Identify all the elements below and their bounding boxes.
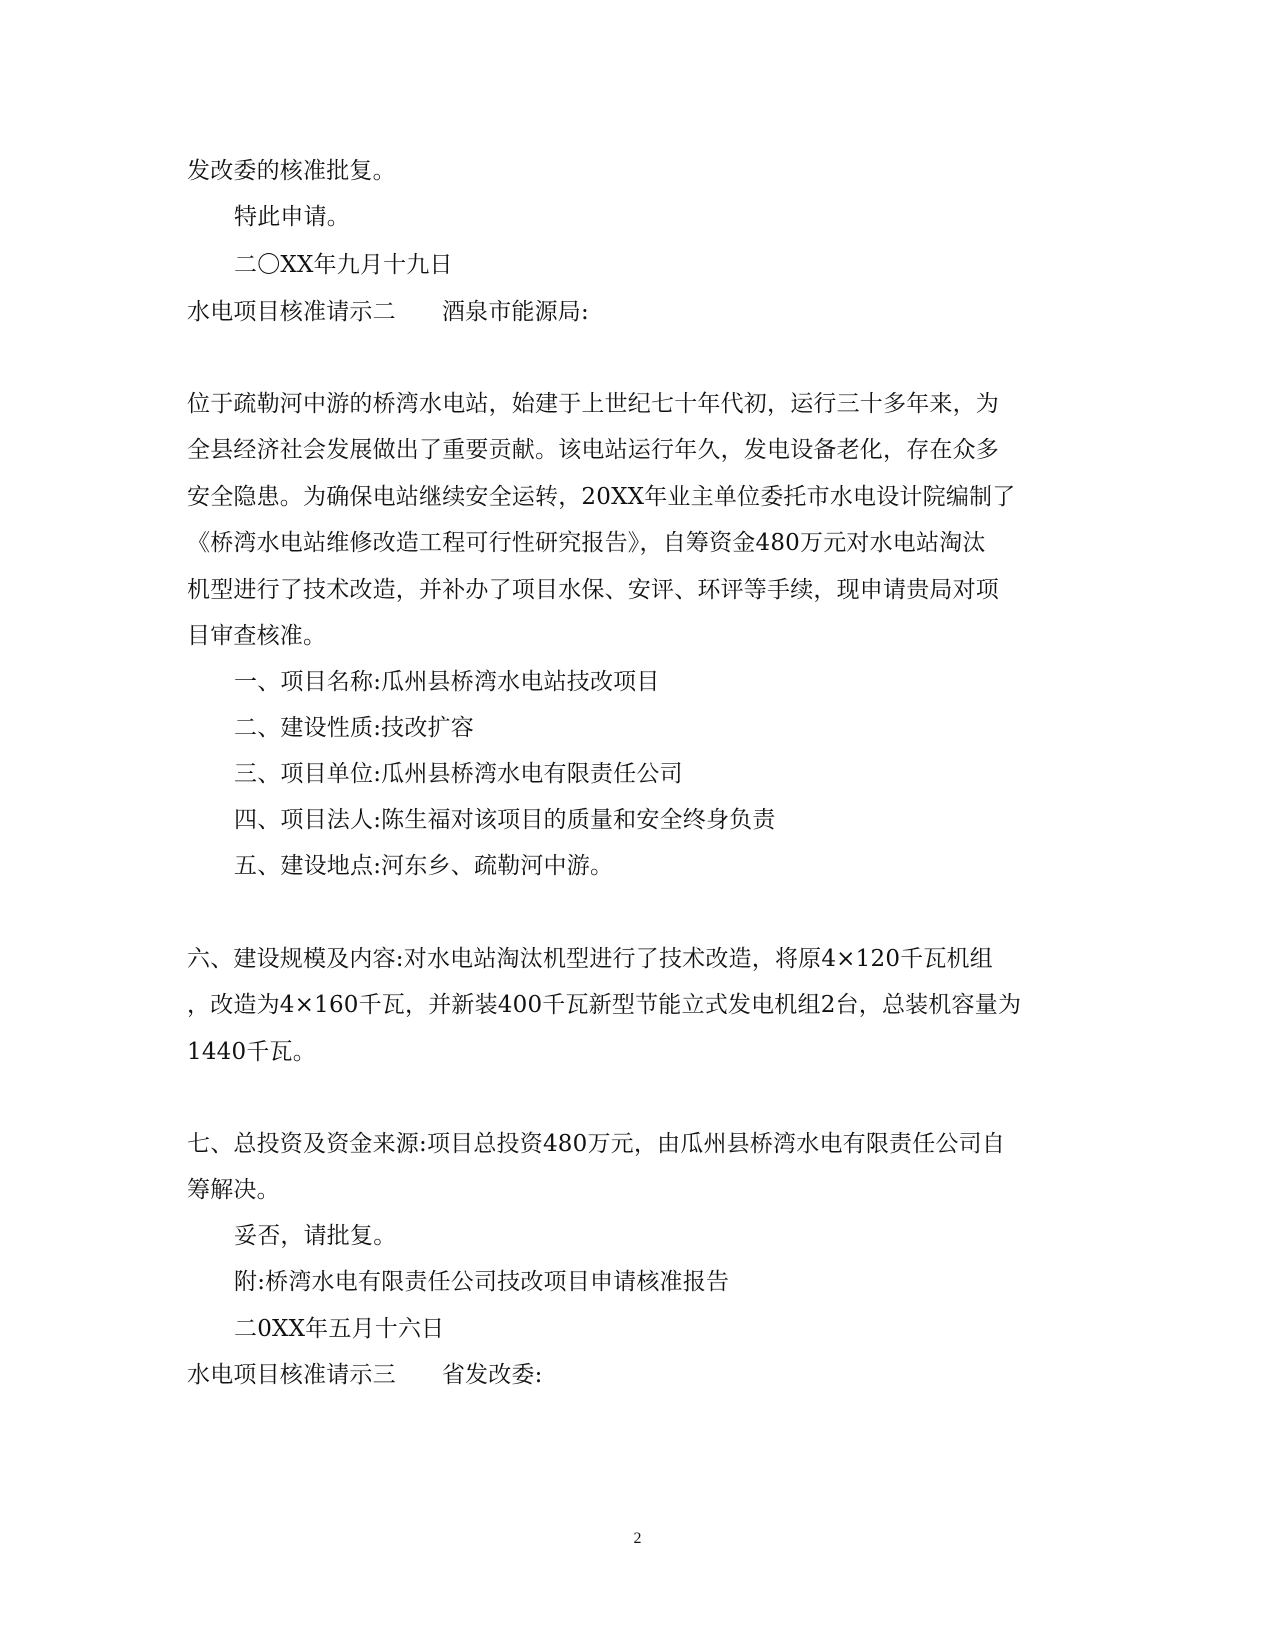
paragraph-line: 全县经济社会发展做出了重要贡献。该电站运行年久，发电设备老化，存在众多 bbox=[187, 437, 999, 463]
paragraph-line: 机型进行了技术改造，并补办了项目水保、安评、环评等手续，现申请贵局对项 bbox=[187, 577, 999, 603]
section-title: 水电项目核准请示三 bbox=[187, 1362, 396, 1388]
list-item: 二、建设性质:技改扩容 bbox=[234, 715, 474, 741]
list-item: 四、项目法人:陈生福对该项目的质量和安全终身负责 bbox=[234, 807, 776, 833]
list-item: 一、项目名称:瓜州县桥湾水电站技改项目 bbox=[234, 669, 660, 695]
list-item: 五、建设地点:河东乡、疏勒河中游。 bbox=[234, 853, 614, 879]
heading-line bbox=[187, 1361, 543, 1389]
addressee: 酒泉市能源局: bbox=[441, 299, 589, 325]
paragraph-line: ，改造为4×160千瓦，并新装400千瓦新型节能立式发电机组2台，总装机容量为 bbox=[187, 992, 1022, 1018]
date-line: 二0XX年五月十六日 bbox=[234, 1316, 445, 1342]
date-line: 二〇XX年九月十九日 bbox=[234, 252, 453, 278]
section-title: 水电项目核准请示二 bbox=[187, 299, 396, 325]
list-item: 三、项目单位:瓜州县桥湾水电有限责任公司 bbox=[234, 761, 683, 787]
closing-phrase: 妥否，请批复。 bbox=[234, 1223, 397, 1249]
addressee: 省发改委: bbox=[441, 1362, 543, 1388]
paragraph-line: 七、总投资及资金来源:项目总投资480万元，由瓜州县桥湾水电有限责任公司自 bbox=[187, 1131, 1006, 1157]
paragraph-line: 筹解决。 bbox=[187, 1177, 280, 1203]
page-number: 2 bbox=[633, 1530, 642, 1547]
closing-phrase: 特此申请。 bbox=[234, 204, 350, 230]
paragraph-line: 1440千瓦。 bbox=[187, 1039, 316, 1065]
attachment-note: 附:桥湾水电有限责任公司技改项目申请核准报告 bbox=[234, 1269, 730, 1295]
heading-line bbox=[187, 298, 589, 326]
paragraph-line: 安全隐患。为确保电站继续安全运转，20XX年业主单位委托市水电设计院编制了 bbox=[187, 484, 1016, 510]
paragraph-line: 《桥湾水电站维修改造工程可行性研究报告》，自筹资金480万元对水电站淘汰 bbox=[187, 530, 986, 556]
paragraph-line: 发改委的核准批复。 bbox=[187, 158, 396, 184]
paragraph-line: 位于疏勒河中游的桥湾水电站，始建于上世纪七十年代初，运行三十多年来，为 bbox=[187, 391, 999, 417]
paragraph-line: 目审查核准。 bbox=[187, 623, 327, 649]
paragraph-line: 六、建设规模及内容:对水电站淘汰机型进行了技术改造，将原4×120千瓦机组 bbox=[187, 946, 993, 972]
